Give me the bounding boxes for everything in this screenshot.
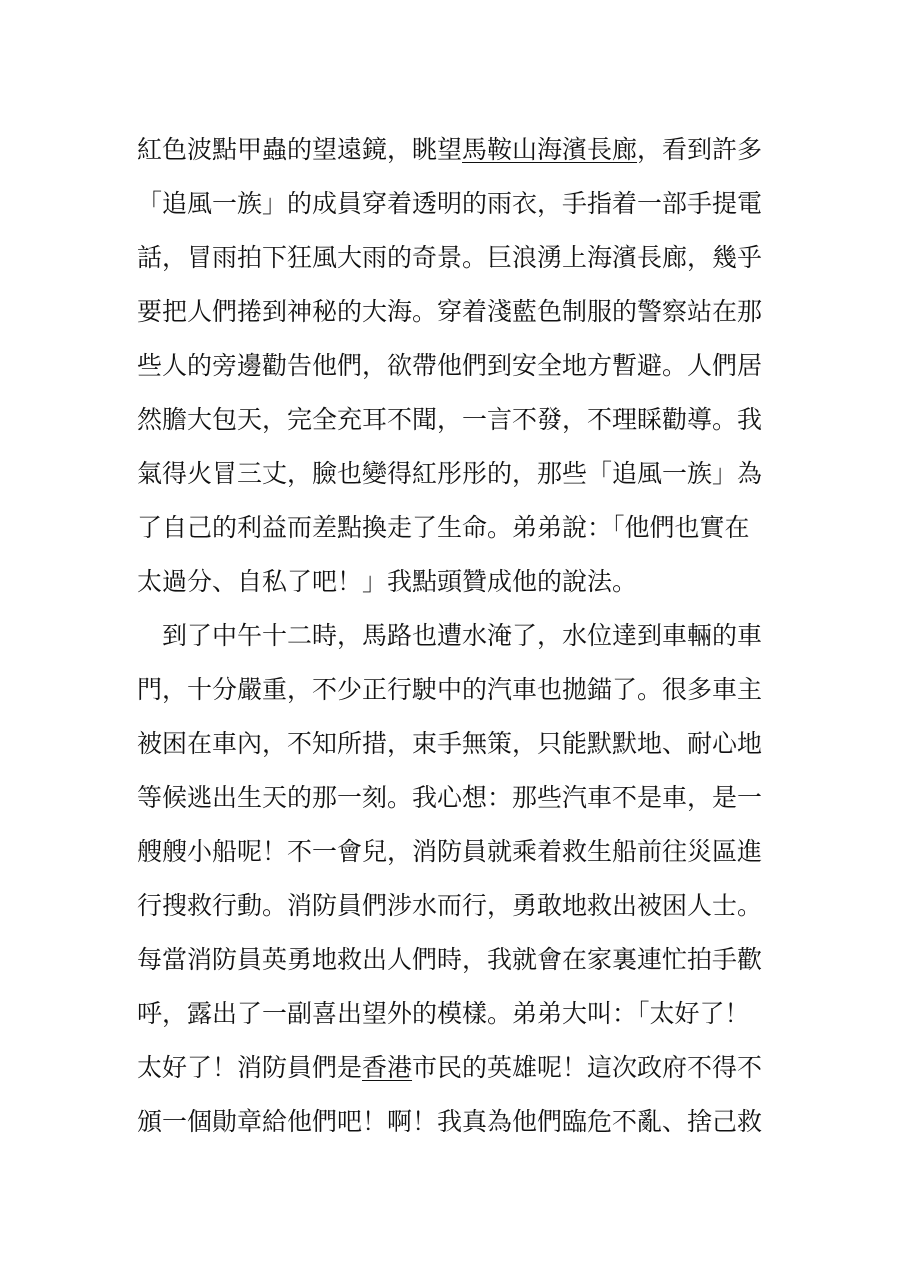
- text-line: [137, 231, 777, 285]
- text-line: [137, 393, 777, 447]
- text-segment: ，看到許多: [637, 135, 763, 164]
- text-segment: 頒一個勛章給他們吧！啊！我真為他們臨危不亂、捨己救: [137, 1107, 763, 1136]
- text-line: [137, 447, 777, 501]
- text-segment: 然膽大包天，完全充耳不聞，一言不發，不理睬勸導。我: [137, 405, 763, 434]
- text-segment: 被困在車內，不知所措，束手無策，只能默默地、耐心地: [137, 729, 763, 758]
- underlined-proper-noun: 馬鞍山海濱長廊: [462, 135, 638, 164]
- text-line: [137, 1041, 777, 1095]
- text-line: [137, 1095, 777, 1149]
- text-line: [137, 717, 777, 771]
- text-line: [137, 339, 777, 393]
- text-line: [137, 879, 777, 933]
- text-segment: 氣得火冒三丈，臉也變得紅彤彤的，那些「追風一族」為: [137, 459, 763, 488]
- text-segment: 要把人們捲到神秘的大海。穿着淺藍色制服的警察站在那: [137, 297, 763, 326]
- underlined-proper-noun: 香港: [362, 1053, 413, 1082]
- text-segment: 些人的旁邊勸告他們，欲帶他們到安全地方暫避。人們居: [137, 351, 763, 380]
- text-line: [137, 501, 777, 555]
- text-segment: 門，十分嚴重，不少正行駛中的汽車也拋錨了。很多車主: [137, 675, 763, 704]
- text-segment: 每當消防員英勇地救出人們時，我就會在家裏連忙拍手歡: [137, 945, 763, 974]
- text-segment: 了自己的利益而差點換走了生命。弟弟說：「他們也實在: [137, 513, 750, 542]
- text-line: [137, 933, 777, 987]
- text-segment: 市民的英雄呢！這次政府不得不: [412, 1053, 763, 1082]
- text-segment: 紅色波點甲蟲的望遠鏡，眺望: [137, 135, 463, 164]
- text-segment: 等候逃出生天的那一刻。我心想：那些汽車不是車，是一: [137, 783, 763, 812]
- text-segment: 艘艘小船呢！不一會兒，消防員就乘着救生船前往災區進: [137, 837, 763, 866]
- essay-body: [137, 123, 777, 1149]
- text-line: [137, 555, 777, 609]
- text-segment: 太過分、自私了吧！」我點頭贊成他的說法。: [137, 567, 638, 596]
- text-line: [137, 285, 777, 339]
- text-segment: 話，冒雨拍下狂風大雨的奇景。巨浪湧上海濱長廊，幾乎: [137, 243, 763, 272]
- text-line: [137, 177, 777, 231]
- text-line: [137, 987, 777, 1041]
- text-line: [137, 825, 777, 879]
- text-line: [137, 123, 777, 177]
- text-line: [137, 663, 777, 717]
- text-segment: 到了中午十二時，馬路也遭水淹了，水位達到車輛的車: [137, 621, 763, 650]
- text-segment: 太好了！消防員們是: [137, 1053, 363, 1082]
- text-segment: 「追風一族」的成員穿着透明的雨衣，手指着一部手提電: [137, 189, 763, 218]
- text-segment: 呼，露出了一副喜出望外的模樣。弟弟大叫：「太好了！: [137, 999, 750, 1028]
- text-line: [137, 609, 777, 663]
- text-segment: 行搜救行動。消防員們涉水而行，勇敢地救出被困人士。: [137, 891, 763, 920]
- text-line: [137, 771, 777, 825]
